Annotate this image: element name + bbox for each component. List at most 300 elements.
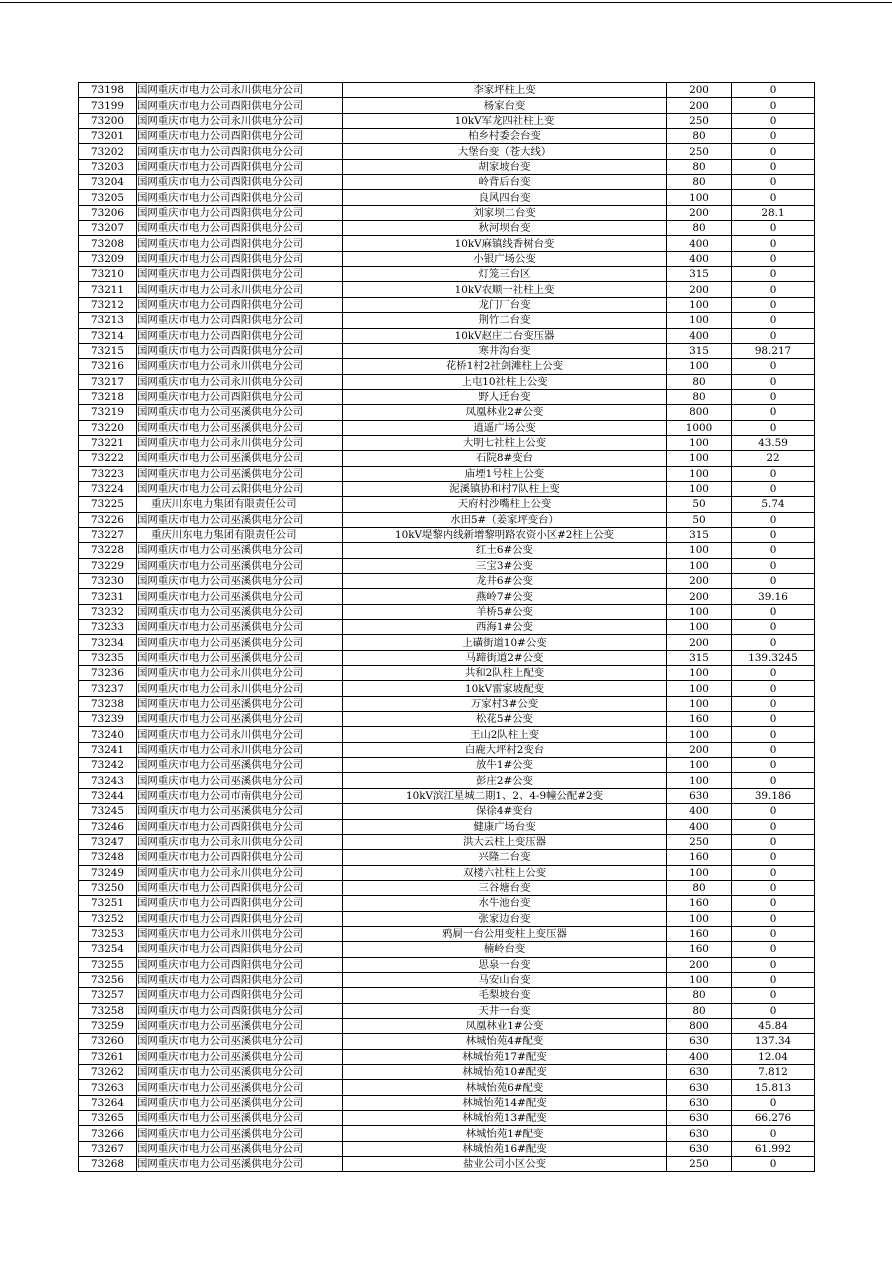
table-row [79,512,815,527]
value-cell: 43.59 [732,435,815,450]
org-cell: 国网重庆市电力公司永川供电分公司 [137,282,343,297]
row-id-cell: 73200 [79,113,137,128]
org-cell: 国网重庆市电力公司酉阳供电分公司 [137,190,343,205]
value-cell: 0 [732,159,815,174]
row-id-cell: 73225 [79,497,137,512]
org-cell: 国网重庆市电力公司市南供电分公司 [137,788,343,803]
capacity-cell: 80 [667,159,732,174]
org-cell: 国网重庆市电力公司酉阳供电分公司 [137,313,343,328]
capacity-cell: 80 [667,175,732,190]
table-row [79,957,815,972]
value-cell: 0 [732,190,815,205]
org-cell: 国网重庆市电力公司酉阳供电分公司 [137,267,343,282]
value-cell: 0 [732,328,815,343]
capacity-cell: 50 [667,497,732,512]
capacity-cell: 100 [667,359,732,374]
table-row [79,543,815,558]
transformer-name-cell: 林城怡苑17#配变 [343,1049,667,1064]
capacity-cell: 630 [667,788,732,803]
transformer-name-cell: 天井一台变 [343,1003,667,1018]
transformer-name-cell: 刘家坝二台变 [343,205,667,220]
row-id-cell: 73248 [79,850,137,865]
transformer-name-cell: 羊桥5#公变 [343,604,667,619]
value-cell: 98.217 [732,343,815,358]
table-row [79,727,815,742]
org-cell: 国网重庆市电力公司酉阳供电分公司 [137,129,343,144]
org-cell: 国网重庆市电力公司巫溪供电分公司 [137,604,343,619]
row-id-cell: 73232 [79,604,137,619]
capacity-cell: 315 [667,650,732,665]
table-row [79,144,815,159]
capacity-cell: 1000 [667,420,732,435]
value-cell: 0 [732,83,815,98]
transformer-name-cell: 荆竹二台变 [343,313,667,328]
transformer-name-cell: 10kV军龙四社柱上变 [343,113,667,128]
table-row [79,1065,815,1080]
value-cell: 139.3245 [732,650,815,665]
capacity-cell: 630 [667,1111,732,1126]
transformer-name-cell: 杨家台变 [343,98,667,113]
capacity-cell: 80 [667,1003,732,1018]
capacity-cell: 400 [667,819,732,834]
capacity-cell: 100 [667,620,732,635]
row-id-cell: 73231 [79,589,137,604]
value-cell: 0 [732,850,815,865]
transformer-name-cell: 野人迁台变 [343,389,667,404]
table-row [79,466,815,481]
org-cell: 国网重庆市电力公司永川供电分公司 [137,83,343,98]
capacity-cell: 80 [667,389,732,404]
row-id-cell: 73243 [79,773,137,788]
row-id-cell: 73227 [79,527,137,542]
value-cell: 0 [732,282,815,297]
row-id-cell: 73259 [79,1018,137,1033]
row-id-cell: 73250 [79,880,137,895]
transformer-name-cell: 林城怡苑14#配变 [343,1095,667,1110]
value-cell: 0 [732,481,815,496]
org-cell: 国网重庆市电力公司酉阳供电分公司 [137,98,343,113]
capacity-cell: 160 [667,850,732,865]
capacity-cell: 630 [667,1095,732,1110]
capacity-cell: 250 [667,1157,732,1172]
row-id-cell: 73245 [79,804,137,819]
org-cell: 国网重庆市电力公司酉阳供电分公司 [137,1003,343,1018]
org-cell: 国网重庆市电力公司永川供电分公司 [137,834,343,849]
org-cell: 国网重庆市电力公司巫溪供电分公司 [137,635,343,650]
capacity-cell: 100 [667,297,732,312]
capacity-cell: 160 [667,926,732,941]
transformer-name-cell: 胡家坡台变 [343,159,667,174]
table-row [79,650,815,665]
transformer-name-cell: 岭背后台变 [343,175,667,190]
org-cell: 国网重庆市电力公司巫溪供电分公司 [137,1034,343,1049]
transformer-name-cell: 凤凰林业2#公变 [343,405,667,420]
transformer-name-cell: 万家村3#公变 [343,696,667,711]
value-cell: 0 [732,681,815,696]
value-cell: 0 [732,604,815,619]
value-cell: 7.812 [732,1065,815,1080]
org-cell: 国网重庆市电力公司永川供电分公司 [137,374,343,389]
row-id-cell: 73199 [79,98,137,113]
value-cell: 0 [732,251,815,266]
value-cell: 5.74 [732,497,815,512]
value-cell: 0 [732,543,815,558]
row-id-cell: 73244 [79,788,137,803]
org-cell: 国网重庆市电力公司酉阳供电分公司 [137,850,343,865]
row-id-cell: 73221 [79,435,137,450]
value-cell: 0 [732,942,815,957]
value-cell: 0 [732,389,815,404]
capacity-cell: 630 [667,1065,732,1080]
table-row [79,742,815,757]
row-id-cell: 73241 [79,742,137,757]
org-cell: 国网重庆市电力公司永川供电分公司 [137,727,343,742]
row-id-cell: 73257 [79,988,137,1003]
capacity-cell: 100 [667,313,732,328]
transformer-name-cell: 松花5#公变 [343,712,667,727]
capacity-cell: 200 [667,83,732,98]
table-row [79,98,815,113]
value-cell: 0 [732,236,815,251]
capacity-cell: 250 [667,113,732,128]
transformer-name-cell: 10kV农顺一社柱上变 [343,282,667,297]
value-cell: 0 [732,466,815,481]
value-cell: 0 [732,819,815,834]
transformer-name-cell: 林城怡苑1#配变 [343,1126,667,1141]
transformer-name-cell: 上磺街道10#公变 [343,635,667,650]
value-cell: 0 [732,313,815,328]
capacity-cell: 630 [667,1126,732,1141]
capacity-cell: 100 [667,481,732,496]
row-id-cell: 73208 [79,236,137,251]
transformer-name-cell: 林城怡苑10#配变 [343,1065,667,1080]
table-row [79,420,815,435]
table-row [79,251,815,266]
value-cell: 0 [732,359,815,374]
org-cell: 国网重庆市电力公司巫溪供电分公司 [137,1065,343,1080]
value-cell: 0 [732,742,815,757]
table-row [79,1157,815,1172]
transformer-name-cell: 水田5#（姜家坪变台） [343,512,667,527]
row-id-cell: 73236 [79,666,137,681]
org-cell: 国网重庆市电力公司酉阳供电分公司 [137,942,343,957]
table-row [79,267,815,282]
table-row [79,865,815,880]
org-cell: 国网重庆市电力公司巫溪供电分公司 [137,589,343,604]
table-row [79,696,815,711]
table-row [79,359,815,374]
transformer-name-cell: 西海1#公变 [343,620,667,635]
org-cell: 国网重庆市电力公司酉阳供电分公司 [137,896,343,911]
capacity-cell: 100 [667,727,732,742]
table-row [79,83,815,98]
transformer-name-cell: 共和2队柱上配变 [343,666,667,681]
transformer-name-cell: 王山2队柱上变 [343,727,667,742]
value-cell: 15.813 [732,1080,815,1095]
value-cell: 0 [732,574,815,589]
row-id-cell: 73255 [79,957,137,972]
value-cell: 0 [732,712,815,727]
row-id-cell: 73261 [79,1049,137,1064]
org-cell: 国网重庆市电力公司酉阳供电分公司 [137,819,343,834]
row-id-cell: 73268 [79,1157,137,1172]
value-cell: 66.276 [732,1111,815,1126]
table-row [79,236,815,251]
transformer-name-cell: 红土6#公变 [343,543,667,558]
table-row [79,773,815,788]
table-row [79,451,815,466]
transformer-name-cell: 林城怡苑13#配变 [343,1111,667,1126]
row-id-cell: 73204 [79,175,137,190]
table-row [79,221,815,236]
table-row [79,604,815,619]
transformer-name-cell: 小银广场公变 [343,251,667,266]
table-row [79,205,815,220]
org-cell: 国网重庆市电力公司巫溪供电分公司 [137,1080,343,1095]
capacity-cell: 250 [667,144,732,159]
value-cell: 0 [732,405,815,420]
row-id-cell: 73214 [79,328,137,343]
value-cell: 0 [732,988,815,1003]
table-row [79,788,815,803]
value-cell: 0 [732,834,815,849]
org-cell: 重庆川东电力集团有限责任公司 [137,527,343,542]
transformer-name-cell: 泥溪镇协和村7队柱上变 [343,481,667,496]
transformer-name-cell: 三宝3#公变 [343,558,667,573]
value-cell: 0 [732,1095,815,1110]
capacity-cell: 200 [667,635,732,650]
org-cell: 国网重庆市电力公司巫溪供电分公司 [137,420,343,435]
org-cell: 国网重庆市电力公司巫溪供电分公司 [137,1141,343,1156]
value-cell: 0 [732,98,815,113]
capacity-cell: 630 [667,1034,732,1049]
table-row [79,328,815,343]
row-id-cell: 73210 [79,267,137,282]
org-cell: 国网重庆市电力公司酉阳供电分公司 [137,911,343,926]
org-cell: 国网重庆市电力公司巫溪供电分公司 [137,758,343,773]
org-cell: 国网重庆市电力公司酉阳供电分公司 [137,205,343,220]
capacity-cell: 315 [667,267,732,282]
row-id-cell: 73230 [79,574,137,589]
capacity-cell: 80 [667,374,732,389]
capacity-cell: 100 [667,543,732,558]
transformer-name-cell: 林城怡苑16#配变 [343,1141,667,1156]
row-id-cell: 73238 [79,696,137,711]
org-cell: 国网重庆市电力公司酉阳供电分公司 [137,389,343,404]
row-id-cell: 73218 [79,389,137,404]
org-cell: 国网重庆市电力公司酉阳供电分公司 [137,251,343,266]
org-cell: 国网重庆市电力公司酉阳供电分公司 [137,175,343,190]
transformer-name-cell: 张家边台变 [343,911,667,926]
row-id-cell: 73223 [79,466,137,481]
table-row [79,175,815,190]
table-row [79,589,815,604]
value-cell: 0 [732,911,815,926]
row-id-cell: 73226 [79,512,137,527]
row-id-cell: 73249 [79,865,137,880]
row-id-cell: 73215 [79,343,137,358]
capacity-cell: 160 [667,942,732,957]
value-cell: 0 [732,113,815,128]
row-id-cell: 73220 [79,420,137,435]
transformer-name-cell: 石院8#变台 [343,451,667,466]
table-row [79,313,815,328]
capacity-cell: 200 [667,205,732,220]
capacity-cell: 630 [667,1141,732,1156]
table-row [79,497,815,512]
capacity-cell: 200 [667,574,732,589]
table-row [79,1034,815,1049]
transformer-name-cell: 10kV赵庄二台变压器 [343,328,667,343]
org-cell: 国网重庆市电力公司永川供电分公司 [137,666,343,681]
transformer-name-cell: 保徐4#变台 [343,804,667,819]
row-id-cell: 73237 [79,681,137,696]
capacity-cell: 315 [667,343,732,358]
value-cell: 39.186 [732,788,815,803]
value-cell: 0 [732,1126,815,1141]
capacity-cell: 200 [667,742,732,757]
org-cell: 国网重庆市电力公司酉阳供电分公司 [137,236,343,251]
table-row [79,804,815,819]
row-id-cell: 73206 [79,205,137,220]
row-id-cell: 73247 [79,834,137,849]
value-cell: 0 [732,865,815,880]
table-row [79,574,815,589]
transformer-name-cell: 上屯10社柱上公变 [343,374,667,389]
org-cell: 国网重庆市电力公司巫溪供电分公司 [137,696,343,711]
capacity-cell: 100 [667,435,732,450]
value-cell: 0 [732,804,815,819]
org-cell: 国网重庆市电力公司巫溪供电分公司 [137,405,343,420]
org-cell: 国网重庆市电力公司巫溪供电分公司 [137,1018,343,1033]
value-cell: 0 [732,880,815,895]
table-row [79,1018,815,1033]
org-cell: 国网重庆市电力公司巫溪供电分公司 [137,466,343,481]
transformer-name-cell: 10kV麻镇线香树台变 [343,236,667,251]
table-row [79,1126,815,1141]
row-id-cell: 73216 [79,359,137,374]
org-cell: 国网重庆市电力公司酉阳供电分公司 [137,880,343,895]
value-cell: 61.992 [732,1141,815,1156]
table-row [79,942,815,957]
transformer-name-cell: 逍遥广场公变 [343,420,667,435]
row-id-cell: 73258 [79,1003,137,1018]
capacity-cell: 100 [667,681,732,696]
transformer-name-cell: 10kV堤黎内线新增黎明路农资小区#2柱上公变 [343,527,667,542]
table-row [79,374,815,389]
capacity-cell: 100 [667,604,732,619]
value-cell: 0 [732,512,815,527]
row-id-cell: 73201 [79,129,137,144]
org-cell: 国网重庆市电力公司酉阳供电分公司 [137,988,343,1003]
table-row [79,159,815,174]
transformer-name-cell: 健康广场台变 [343,819,667,834]
row-id-cell: 73209 [79,251,137,266]
table-row [79,129,815,144]
org-cell: 国网重庆市电力公司酉阳供电分公司 [137,957,343,972]
transformer-name-cell: 燕岭7#公变 [343,589,667,604]
org-cell: 国网重庆市电力公司巫溪供电分公司 [137,512,343,527]
org-cell: 重庆川东电力集团有限责任公司 [137,497,343,512]
transformer-name-cell: 灯笼三台区 [343,267,667,282]
table-row [79,435,815,450]
org-cell: 国网重庆市电力公司酉阳供电分公司 [137,159,343,174]
transformer-name-cell: 林城怡苑6#配变 [343,1080,667,1095]
row-id-cell: 73240 [79,727,137,742]
value-cell: 0 [732,175,815,190]
table-row [79,758,815,773]
value-cell: 22 [732,451,815,466]
row-id-cell: 73252 [79,911,137,926]
capacity-cell: 200 [667,957,732,972]
org-cell: 国网重庆市电力公司巫溪供电分公司 [137,574,343,589]
table-row [79,620,815,635]
value-cell: 0 [732,896,815,911]
table-row [79,911,815,926]
capacity-cell: 250 [667,834,732,849]
capacity-cell: 100 [667,696,732,711]
row-id-cell: 73256 [79,972,137,987]
table-row [79,635,815,650]
capacity-cell: 800 [667,1018,732,1033]
org-cell: 国网重庆市电力公司巫溪供电分公司 [137,712,343,727]
transformer-name-cell: 马蹄街道2#公变 [343,650,667,665]
value-cell: 0 [732,420,815,435]
value-cell: 0 [732,666,815,681]
transformer-table [78,82,815,1172]
transformer-name-cell: 兴隆二台变 [343,850,667,865]
org-cell: 国网重庆市电力公司永川供电分公司 [137,435,343,450]
capacity-cell: 200 [667,282,732,297]
transformer-name-cell: 白鹿大坪村2变台 [343,742,667,757]
row-id-cell: 73205 [79,190,137,205]
row-id-cell: 73211 [79,282,137,297]
org-cell: 国网重庆市电力公司永川供电分公司 [137,742,343,757]
row-id-cell: 73253 [79,926,137,941]
value-cell: 0 [732,635,815,650]
transformer-name-cell: 花桥1村2社剑滩柱上公变 [343,359,667,374]
org-cell: 国网重庆市电力公司巫溪供电分公司 [137,1095,343,1110]
table-row [79,972,815,987]
table-row [79,389,815,404]
row-id-cell: 73263 [79,1080,137,1095]
org-cell: 国网重庆市电力公司巫溪供电分公司 [137,1049,343,1064]
value-cell: 0 [732,297,815,312]
capacity-cell: 800 [667,405,732,420]
value-cell: 0 [732,267,815,282]
transformer-name-cell: 柏乡村委会台变 [343,129,667,144]
org-cell: 国网重庆市电力公司巫溪供电分公司 [137,650,343,665]
transformer-name-cell: 天府村沙嘴柱上公变 [343,497,667,512]
org-cell: 国网重庆市电力公司巫溪供电分公司 [137,773,343,788]
table-row [79,1080,815,1095]
transformer-name-cell: 10kV滨江星城二期1、2、4-9幢公配#2变 [343,788,667,803]
capacity-cell: 100 [667,190,732,205]
row-id-cell: 73264 [79,1095,137,1110]
table-row [79,481,815,496]
transformer-name-cell: 秋河坝台变 [343,221,667,236]
row-id-cell: 73251 [79,896,137,911]
capacity-cell: 80 [667,129,732,144]
transformer-name-cell: 鸦屙一台公用变柱上变压器 [343,926,667,941]
value-cell: 137.34 [732,1034,815,1049]
value-cell: 0 [732,129,815,144]
org-cell: 国网重庆市电力公司巫溪供电分公司 [137,1111,343,1126]
row-id-cell: 73228 [79,543,137,558]
value-cell: 0 [732,1157,815,1172]
org-cell: 国网重庆市电力公司酉阳供电分公司 [137,297,343,312]
table-row [79,819,815,834]
